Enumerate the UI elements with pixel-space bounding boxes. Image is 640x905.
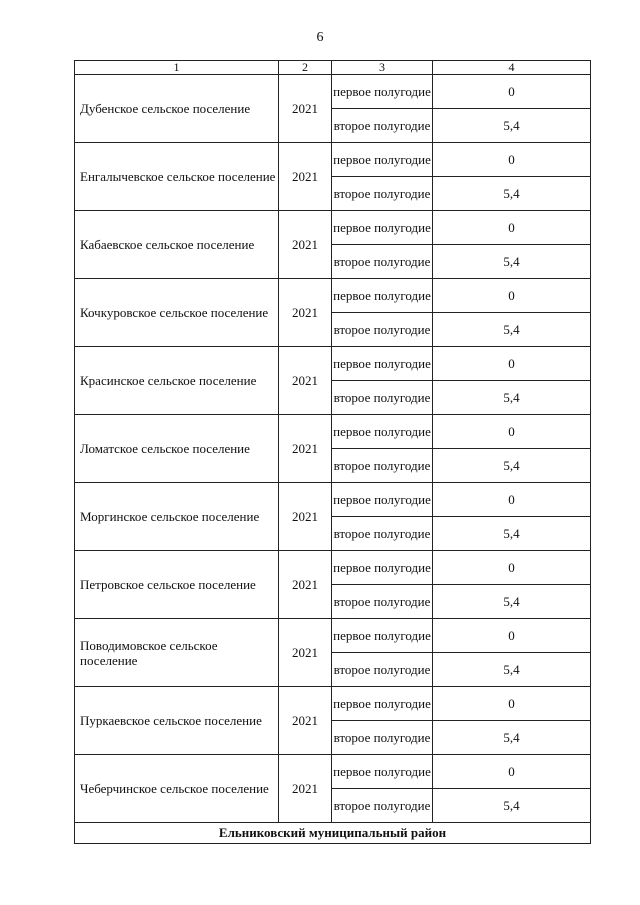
table-header-row <box>75 61 591 75</box>
period-second-half: второе полугодие <box>332 109 433 143</box>
column-header-2: 2 <box>279 61 332 75</box>
year-cell: 2021 <box>279 755 332 823</box>
value-second-half: 5,4 <box>433 517 591 551</box>
period-first-half: первое полугодие <box>332 75 433 109</box>
value-second-half: 5,4 <box>433 585 591 619</box>
table-row <box>75 483 591 517</box>
year-cell: 2021 <box>279 687 332 755</box>
value-second-half: 5,4 <box>433 653 591 687</box>
settlement-name: Петровское сельское поселение <box>75 551 279 619</box>
value-second-half: 5,4 <box>433 449 591 483</box>
settlement-name: Чеберчинское сельское поселение <box>75 755 279 823</box>
table-row <box>75 347 591 381</box>
period-first-half: первое полугодие <box>332 211 433 245</box>
settlement-name: Моргинское сельское поселение <box>75 483 279 551</box>
column-header-4: 4 <box>433 61 591 75</box>
year-cell: 2021 <box>279 211 332 279</box>
year-cell: 2021 <box>279 483 332 551</box>
period-second-half: второе полугодие <box>332 245 433 279</box>
table-row <box>75 75 591 109</box>
period-first-half: первое полугодие <box>332 687 433 721</box>
column-header-1: 1 <box>75 61 279 75</box>
year-cell: 2021 <box>279 279 332 347</box>
year-cell: 2021 <box>279 143 332 211</box>
value-first-half: 0 <box>433 619 591 653</box>
value-first-half: 0 <box>433 211 591 245</box>
column-header-3: 3 <box>332 61 433 75</box>
value-first-half: 0 <box>433 75 591 109</box>
year-cell: 2021 <box>279 347 332 415</box>
table-row <box>75 279 591 313</box>
settlement-name: Поводимовское сельское поселение <box>75 619 279 687</box>
settlement-name: Красинское сельское поселение <box>75 347 279 415</box>
period-first-half: первое полугодие <box>332 347 433 381</box>
settlement-name: Кочкуровское сельское поселение <box>75 279 279 347</box>
period-second-half: второе полугодие <box>332 449 433 483</box>
period-second-half: второе полугодие <box>332 585 433 619</box>
page-number: 6 <box>316 30 324 45</box>
value-second-half: 5,4 <box>433 313 591 347</box>
value-second-half: 5,4 <box>433 721 591 755</box>
table-row <box>75 619 591 653</box>
value-second-half: 5,4 <box>433 789 591 823</box>
district-heading: Ельниковский муниципальный район <box>75 823 591 844</box>
value-second-half: 5,4 <box>433 109 591 143</box>
period-first-half: первое полугодие <box>332 551 433 585</box>
table-row <box>75 211 591 245</box>
period-second-half: второе полугодие <box>332 517 433 551</box>
value-first-half: 0 <box>433 347 591 381</box>
data-table <box>74 60 591 844</box>
period-second-half: второе полугодие <box>332 789 433 823</box>
table-row <box>75 687 591 721</box>
settlement-name: Ломатское сельское поселение <box>75 415 279 483</box>
period-first-half: первое полугодие <box>332 755 433 789</box>
period-second-half: второе полугодие <box>332 653 433 687</box>
period-second-half: второе полугодие <box>332 313 433 347</box>
settlement-name: Пуркаевское сельское поселение <box>75 687 279 755</box>
settlement-name: Кабаевское сельское поселение <box>75 211 279 279</box>
period-second-half: второе полугодие <box>332 381 433 415</box>
value-first-half: 0 <box>433 279 591 313</box>
value-first-half: 0 <box>433 755 591 789</box>
value-first-half: 0 <box>433 483 591 517</box>
period-first-half: первое полугодие <box>332 143 433 177</box>
year-cell: 2021 <box>279 75 332 143</box>
table-row <box>75 415 591 449</box>
period-first-half: первое полугодие <box>332 483 433 517</box>
table-footer-row <box>75 823 591 844</box>
settlement-name: Енгалычевское сельское поселение <box>75 143 279 211</box>
period-second-half: второе полугодие <box>332 177 433 211</box>
value-second-half: 5,4 <box>433 381 591 415</box>
value-first-half: 0 <box>433 415 591 449</box>
table-row <box>75 755 591 789</box>
value-first-half: 0 <box>433 551 591 585</box>
settlement-name: Дубенское сельское поселение <box>75 75 279 143</box>
year-cell: 2021 <box>279 619 332 687</box>
value-first-half: 0 <box>433 143 591 177</box>
value-second-half: 5,4 <box>433 245 591 279</box>
year-cell: 2021 <box>279 551 332 619</box>
period-first-half: первое полугодие <box>332 279 433 313</box>
year-cell: 2021 <box>279 415 332 483</box>
table-row <box>75 143 591 177</box>
value-second-half: 5,4 <box>433 177 591 211</box>
value-first-half: 0 <box>433 687 591 721</box>
period-second-half: второе полугодие <box>332 721 433 755</box>
period-first-half: первое полугодие <box>332 415 433 449</box>
period-first-half: первое полугодие <box>332 619 433 653</box>
table-row <box>75 551 591 585</box>
